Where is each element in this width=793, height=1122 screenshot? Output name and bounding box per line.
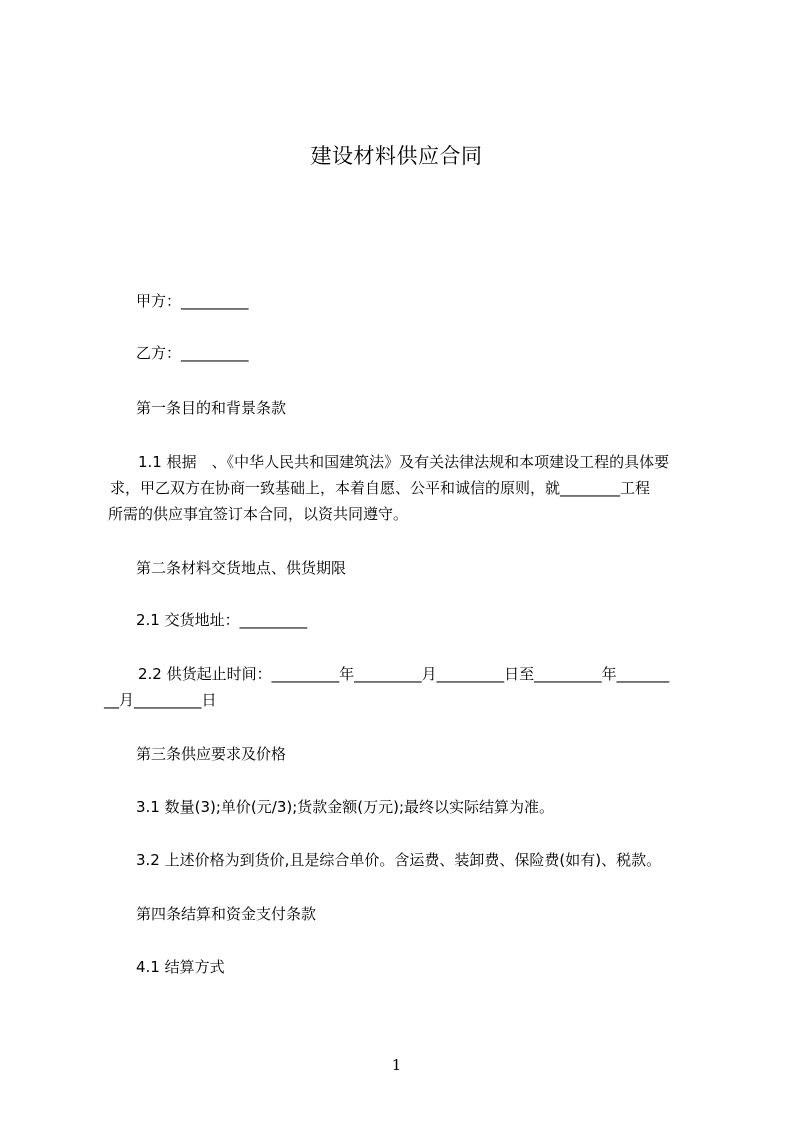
party-a-line: 甲方：_________ <box>136 292 249 310</box>
clause-2-1: 2.1 交货地址：_________ <box>136 611 308 629</box>
page-number: 1 <box>391 1056 402 1074</box>
article-4-heading: 第四条结算和资金支付条款 <box>136 905 317 923</box>
document-title: 建设材料供应合同 <box>310 144 483 168</box>
clause-2-2-line-1: 2.2 供货起止时间：_________年_________月_________日至_________年_______ <box>138 665 670 683</box>
clause-1-1-line-1: 1.1 根据 、《中华人民共和国建筑法》及有关法律法规和本项建设工程的具体要 <box>138 453 670 471</box>
article-1-heading: 第一条目的和背景条款 <box>136 399 287 417</box>
clause-3-2: 3.2 上述价格为到货价,且是综合单价。含运费、装卸费、保险费(如有)、税款。 <box>136 851 662 869</box>
clause-4-1: 4.1 结算方式 <box>136 958 225 976</box>
article-3-heading: 第三条供应要求及价格 <box>136 745 287 763</box>
clause-1-1-line-3: 所需的供应事宜签订本合同，以资共同遵守。 <box>108 505 409 523</box>
clause-1-1-line-2: 求，甲乙双方在协商一致基础上，本着自愿、公平和诚信的原则，就________工程 <box>110 479 651 497</box>
clause-3-1: 3.1 数量(3);单价(元/3);货款金额(万元);最终以实际结算为准。 <box>136 798 555 816</box>
article-2-heading: 第二条材料交货地点、供货期限 <box>136 559 347 577</box>
clause-2-2-line-2: __月_________日 <box>104 691 217 709</box>
party-b-line: 乙方：_________ <box>136 344 249 362</box>
